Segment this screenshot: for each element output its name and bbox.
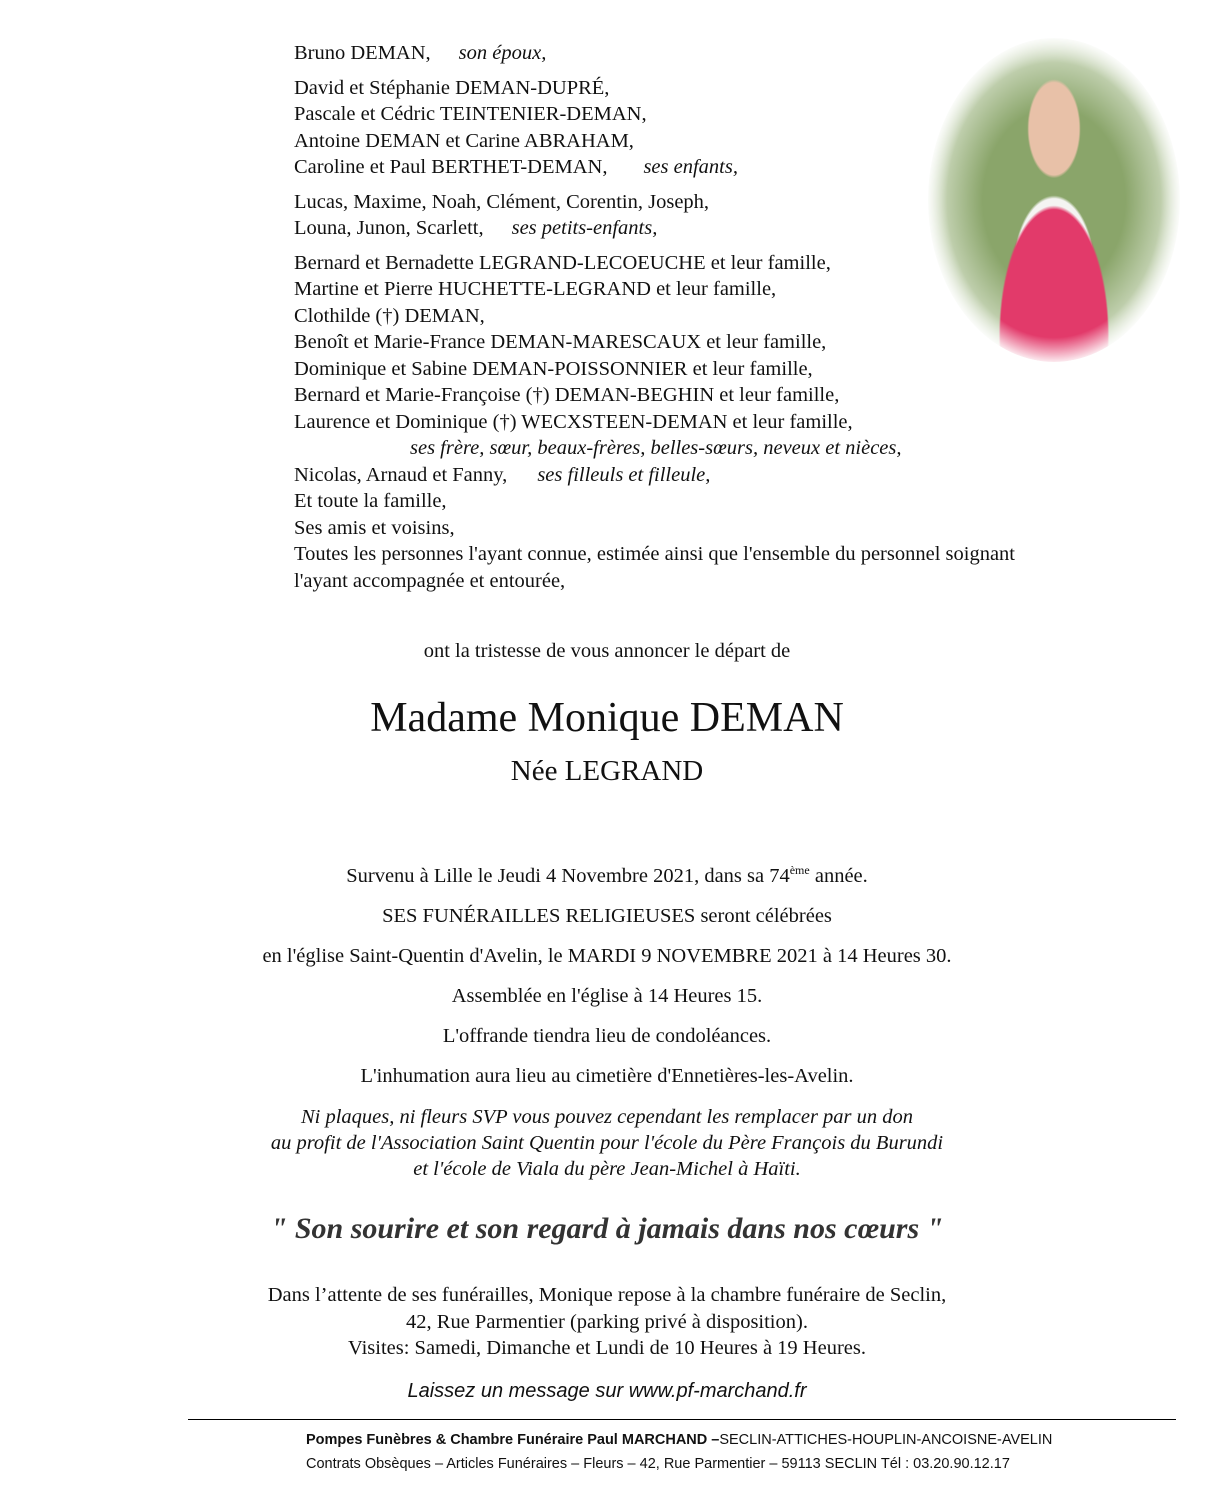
company-towns: SECLIN-ATTICHES-HOUPLIN-ANCOISNE-AVELIN	[719, 1432, 1053, 1448]
viewing-line: Visites: Samedi, Dimanche et Lundi de 10 Heures à 19 Heures.	[348, 1337, 866, 1359]
passing-text: Survenu à Lille le Jeudi 4 Novembre 2021, dans sa 74	[346, 865, 790, 887]
company-name: Pompes Funèbres & Chambre Funéraire Paul MARCHAND –	[306, 1432, 720, 1448]
child-line: David et Stéphanie DEMAN-DUPRÉ,	[294, 76, 610, 99]
passing-end: année.	[809, 865, 868, 887]
footer-company-line	[306, 1428, 1052, 1452]
family-list	[294, 40, 1154, 594]
spouse-role: son époux,	[458, 42, 547, 64]
viewing-line: 42, Rue Parmentier (parking privé à disposition).	[406, 1310, 808, 1333]
offering-line: L'offrande tiendra lieu de condoléances.	[442, 1025, 772, 1047]
note-line: au profit de l'Association Saint Quentin pour l'école du Père François du Burundi	[270, 1132, 944, 1154]
assembly-line: Assemblée en l'église à 14 Heures 15.	[451, 985, 763, 1007]
donation-note	[0, 1104, 1214, 1182]
ceremony-text: seront célébrées	[695, 905, 832, 927]
burial-line: L'inhumation aura lieu au cimetière d'Ennetières-les-Avelin.	[360, 1065, 854, 1087]
children-group	[294, 75, 1154, 181]
godchildren-names: Nicolas, Arnaud et Fanny,	[294, 463, 508, 486]
grandchildren-group	[294, 189, 1154, 242]
sibling-line: Clothilde (†) DEMAN,	[294, 304, 485, 327]
sibling-line: Benoît et Marie-France DEMAN-MARESCAUX et leur famille,	[294, 331, 827, 353]
sibling-line: Bernard et Bernadette LEGRAND-LECOEUCHE et leur famille,	[294, 251, 831, 274]
sibling-line: Dominique et Sabine DEMAN-POISSONNIER et leur famille,	[294, 357, 813, 380]
godchildren-line	[294, 462, 1154, 489]
other-line: Toutes les personnes l'ayant connue, estimée ainsi que l'ensemble du personnel soignant	[294, 543, 1015, 565]
footer-services-line: Contrats Obsèques – Articles Funéraires – Fleurs – 42, Rue Parmentier – 59113 SECLIN Tél : 03.20.90.12.17	[306, 1456, 1010, 1472]
child-line: Pascale et Cédric TEINTENIER-DEMAN,	[294, 103, 647, 125]
message-link[interactable]: Laissez un message sur www.pf-marchand.fr	[407, 1380, 807, 1402]
siblings-role: ses frère, sœur, beaux-frères, belles-sœurs, neveux et nièces,	[410, 437, 902, 459]
grandchildren-role: ses petits-enfants,	[511, 217, 658, 239]
deceased-name: Madame Monique DEMAN	[370, 695, 844, 741]
ceremony-heading: SES FUNÉRAILLES RELIGIEUSES	[382, 905, 696, 927]
grandchild-names: Louna, Junon, Scarlett,	[294, 217, 484, 239]
other-line: Ses amis et voisins,	[294, 516, 455, 539]
church-line: en l'église Saint-Quentin d'Avelin, le MARDI 9 NOVEMBRE 2021 à 14 Heures 30.	[262, 945, 952, 967]
child-name: Caroline et Paul BERTHET-DEMAN,	[294, 156, 608, 178]
ceremony-line	[0, 905, 1214, 928]
child-line	[294, 154, 1154, 181]
other-line: l'ayant accompagnée et entourée,	[294, 569, 566, 592]
sibling-line: Bernard et Marie-Françoise (†) DEMAN-BEGHIN et leur famille,	[294, 384, 840, 406]
note-line: et l'école de Viala du père Jean-Michel à Haïti.	[413, 1158, 801, 1180]
passing-line	[0, 865, 1214, 888]
footer-divider	[188, 1419, 1176, 1420]
maiden-name: Née LEGRAND	[510, 755, 704, 787]
sibling-line: Laurence et Dominique (†) WECXSTEEN-DEMAN et leur famille,	[294, 410, 853, 433]
other-line: Et toute la famille,	[294, 490, 447, 512]
announcement-text: ont la tristesse de vous annoncer le départ de	[423, 640, 791, 662]
footer	[306, 1428, 1052, 1476]
grandchild-line: Lucas, Maxime, Noah, Clément, Corentin, Joseph,	[294, 190, 710, 213]
memorial-quote: " Son sourire et son regard à jamais dans nos cœurs "	[270, 1212, 944, 1245]
child-line: Antoine DEMAN et Carine ABRAHAM,	[294, 129, 634, 152]
ordinal-suffix: ème	[789, 863, 810, 878]
spouse-group	[294, 40, 1154, 67]
viewing-line: Dans l’attente de ses funérailles, Monique repose à la chambre funéraire de Seclin,	[267, 1284, 947, 1306]
siblings-group	[294, 250, 1154, 595]
grandchild-line	[294, 215, 1154, 242]
viewing-info	[0, 1282, 1214, 1362]
spouse-line	[294, 40, 1154, 67]
spouse-name: Bruno DEMAN,	[294, 42, 431, 64]
godchildren-role: ses filleuls et filleule,	[537, 463, 711, 486]
sibling-line: Martine et Pierre HUCHETTE-LEGRAND et leur famille,	[294, 278, 777, 300]
children-role: ses enfants,	[643, 156, 738, 178]
note-line: Ni plaques, ni fleurs SVP vous pouvez cependant les remplacer par un don	[300, 1106, 914, 1128]
